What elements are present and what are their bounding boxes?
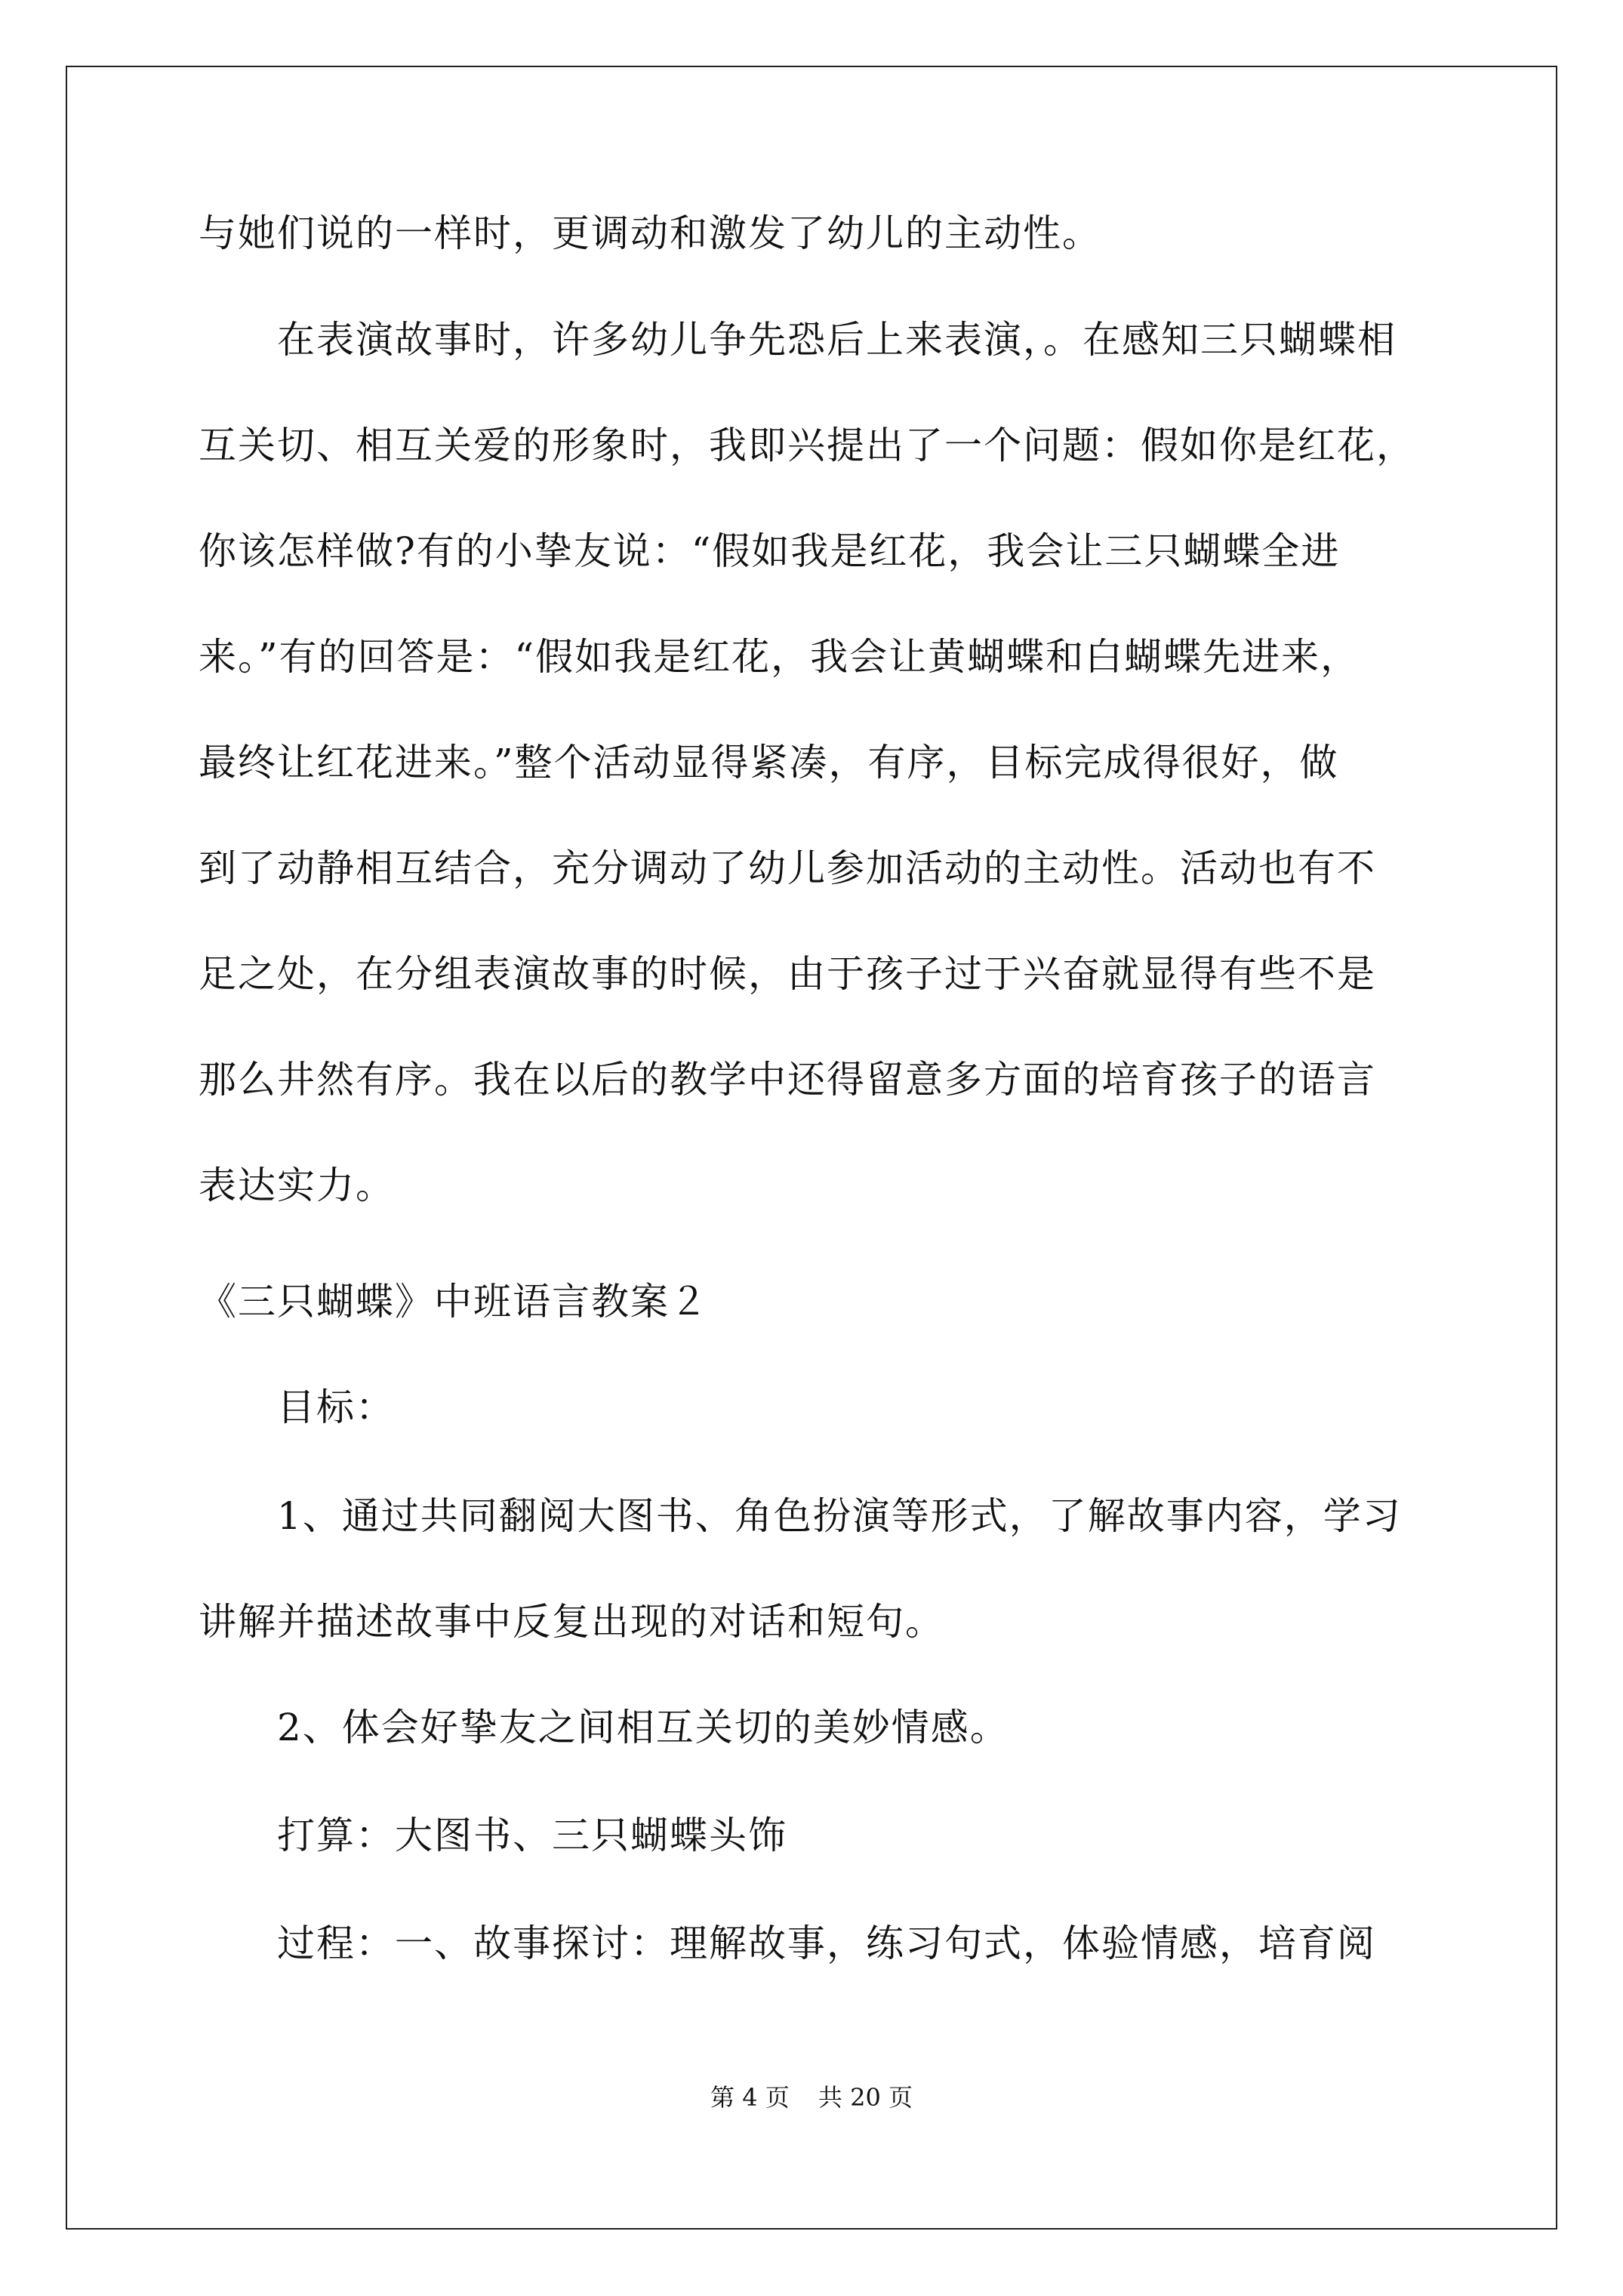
text-line-4: 你该怎样做?有的小挚友说：“假如我是红花，我会让三只蝴蝶全进 <box>199 529 1341 573</box>
text-line-9: 那么井然有序。我在以后的教学中还得留意多方面的培育孩子的语言 <box>199 1058 1376 1102</box>
text-line-6: 最终让红花进来。”整个活动显得紧凑，有序，目标完成得很好，做 <box>199 741 1339 784</box>
page-number: 第 4 页 <box>710 2083 790 2112</box>
text-line-prep: 打算：大图书、三只蝴蝶头饰 <box>277 1814 787 1857</box>
page-border <box>66 66 1557 2230</box>
page-footer <box>0 2082 1623 2113</box>
text-line-goal-1-cont: 讲解并描述故事中反复出现的对话和短句。 <box>199 1600 944 1644</box>
section-heading: 《三只蝴蝶》中班语言教案２ <box>199 1280 709 1324</box>
text-line-1: 与她们说的一样时，更调动和激发了幼儿的主动性。 <box>199 211 1101 255</box>
text-line-goal-1: 1、通过共同翻阅大图书、角色扮演等形式，了解故事内容，学习 <box>277 1494 1402 1538</box>
text-line-process: 过程：一、故事探讨：理解故事，练习句式，体验情感，培育阅 <box>277 1922 1376 1965</box>
text-line-2: 在表演故事时，许多幼儿争先恐后上来表演，。在感知三只蝴蝶相 <box>277 318 1397 362</box>
text-line-10: 表达实力。 <box>199 1163 395 1207</box>
text-line-5: 来。”有的回答是：“假如我是红花，我会让黄蝴蝶和白蝴蝶先进来， <box>199 635 1360 679</box>
text-line-7: 到了动静相互结合，充分调动了幼儿参加活动的主动性。活动也有不 <box>199 846 1376 890</box>
text-line-8: 足之处，在分组表演故事的时候，由于孩子过于兴奋就显得有些不是 <box>199 952 1376 996</box>
page-total: 共 20 页 <box>818 2083 913 2112</box>
text-line-goal-2: 2、体会好挚友之间相互关切的美妙情感。 <box>277 1706 1009 1749</box>
text-line-goal: 目标： <box>277 1385 395 1429</box>
text-line-3: 互关切、相互关爱的形象时，我即兴提出了一个问题：假如你是红花， <box>199 424 1415 467</box>
